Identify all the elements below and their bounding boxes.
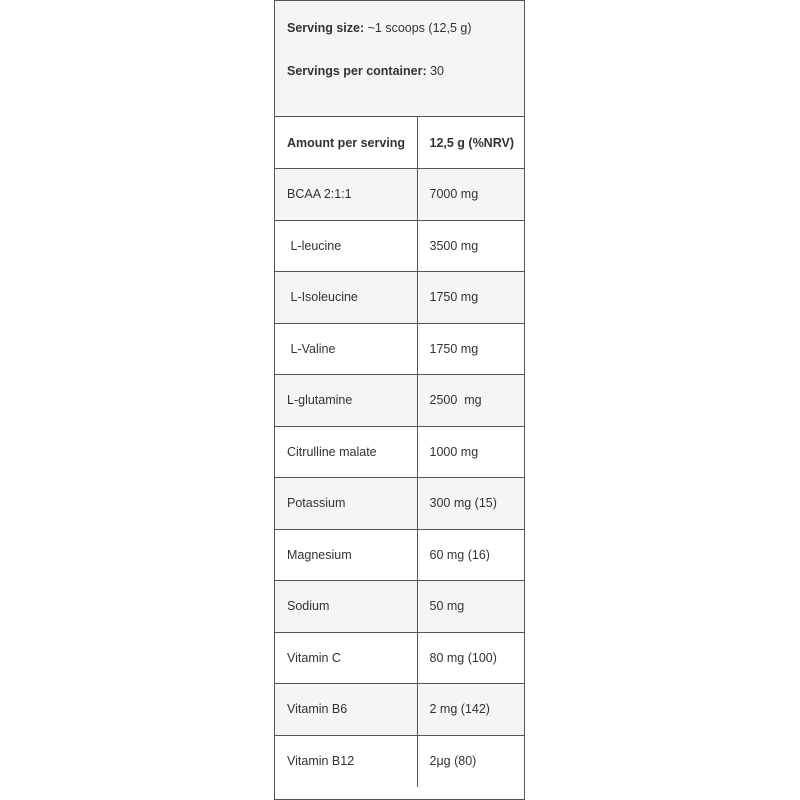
header-amount-per-serving: Amount per serving: [275, 117, 417, 169]
table-row: [275, 426, 524, 478]
nutrient-name: L-Isoleucine: [275, 272, 417, 324]
table-row: [275, 529, 524, 581]
servings-per-container: [287, 63, 444, 79]
nutrient-amount: 7000 mg: [417, 169, 524, 221]
table-row: [275, 323, 524, 375]
nutrient-amount: 1750 mg: [417, 272, 524, 324]
nutrient-amount: 2500 mg: [417, 375, 524, 427]
table-row: [275, 220, 524, 272]
table-row: [275, 684, 524, 736]
serving-size: [287, 20, 471, 36]
nutrient-amount: 60 mg (16): [417, 529, 524, 581]
servings-per-container-value: 30: [426, 64, 445, 78]
nutrition-facts-panel: [274, 0, 525, 800]
nutrient-name: Potassium: [275, 478, 417, 530]
nutrition-table: [275, 117, 524, 787]
nutrient-amount: 300 mg (15): [417, 478, 524, 530]
table-row: [275, 478, 524, 530]
nutrient-amount: 80 mg (100): [417, 632, 524, 684]
nutrient-name: Sodium: [275, 581, 417, 633]
serving-size-value: ~1 scoops (12,5 g): [364, 21, 472, 35]
nutrient-amount: 2 mg (142): [417, 684, 524, 736]
table-row: [275, 272, 524, 324]
nutrient-name: L-glutamine: [275, 375, 417, 427]
table-header-row: [275, 117, 524, 169]
table-row: [275, 375, 524, 427]
nutrient-name: Magnesium: [275, 529, 417, 581]
nutrient-amount: 1000 mg: [417, 426, 524, 478]
table-row: [275, 632, 524, 684]
nutrient-name: BCAA 2:1:1: [275, 169, 417, 221]
serving-info: [275, 1, 524, 117]
nutrient-name: Vitamin B12: [275, 735, 417, 787]
nutrient-amount: 2μg (80): [417, 735, 524, 787]
nutrient-name: Vitamin B6: [275, 684, 417, 736]
nutrient-name: Vitamin C: [275, 632, 417, 684]
table-row: [275, 169, 524, 221]
nutrient-amount: 50 mg: [417, 581, 524, 633]
nutrient-name: L-Valine: [275, 323, 417, 375]
header-serving-amount: 12,5 g (%NRV): [417, 117, 524, 169]
serving-size-label: Serving size:: [287, 21, 365, 35]
table-row: [275, 735, 524, 787]
nutrient-amount: 3500 mg: [417, 220, 524, 272]
servings-per-container-label: Servings per container:: [287, 64, 427, 78]
nutrient-name: Citrulline malate: [275, 426, 417, 478]
table-row: [275, 581, 524, 633]
nutrient-amount: 1750 mg: [417, 323, 524, 375]
nutrient-name: L-leucine: [275, 220, 417, 272]
